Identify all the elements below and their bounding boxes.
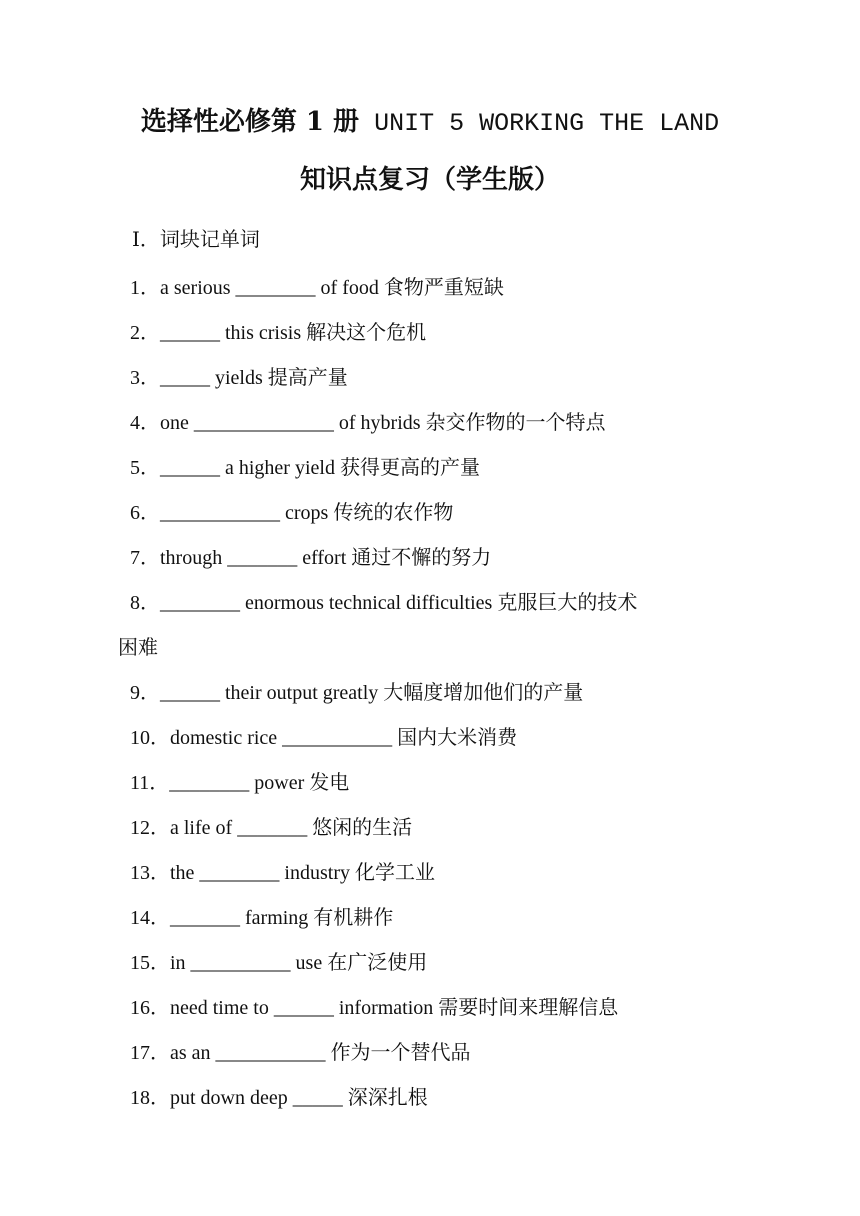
list-item — [130, 311, 740, 356]
list-item — [130, 1076, 740, 1121]
list-item — [130, 761, 740, 806]
item-number: 6． — [130, 502, 160, 524]
item-text: a life of _______ 悠闲的生活 — [170, 817, 413, 839]
item-number: 13． — [130, 862, 170, 884]
item-number: 18． — [130, 1087, 170, 1109]
item-number: 5． — [130, 457, 160, 479]
item-text: _____ yields 提高产量 — [160, 367, 348, 389]
document-title — [0, 100, 860, 146]
list-item — [130, 896, 740, 941]
item-text: ______ this crisis 解决这个危机 — [160, 322, 427, 344]
item-number: 4． — [130, 412, 160, 434]
item-text: ____________ crops 传统的农作物 — [160, 502, 454, 524]
list-item — [130, 716, 740, 761]
list-item — [130, 446, 740, 491]
item-number: 10． — [130, 727, 170, 749]
item-number: 2． — [130, 322, 160, 344]
item-text: need time to ______ information 需要时间来理解信息 — [170, 997, 619, 1019]
vocabulary-list — [118, 266, 740, 1121]
item-text: ______ their output greatly 大幅度增加他们的产量 — [160, 682, 584, 704]
item-text: domestic rice ___________ 国内大米消费 — [170, 727, 518, 749]
section-heading: Ⅰ．词块记单词 — [132, 227, 260, 251]
list-item — [130, 401, 740, 446]
item-text: one ______________ of hybrids 杂交作物的一个特点 — [160, 412, 606, 434]
list-item — [130, 851, 740, 896]
item-text: ________ power 发电 — [169, 772, 350, 794]
item-number: 15． — [130, 952, 170, 974]
item-number: 9． — [130, 682, 160, 704]
item-number: 1． — [130, 277, 160, 299]
list-item — [118, 581, 740, 671]
item-number: 14． — [130, 907, 170, 929]
item-number: 11． — [130, 772, 170, 794]
list-item — [130, 266, 740, 311]
list-item — [130, 491, 740, 536]
item-text: a serious ________ of food 食物严重短缺 — [160, 277, 504, 299]
item-text: as an ___________ 作为一个替代品 — [170, 1042, 471, 1064]
list-item — [130, 356, 740, 401]
item-text: _______ farming 有机耕作 — [170, 907, 394, 929]
item-text: the ________ industry 化学工业 — [170, 862, 435, 884]
item-text: in __________ use 在广泛使用 — [170, 952, 428, 974]
item-number: 7． — [130, 547, 160, 569]
title-unit: UNIT 5 WORKING THE LAND — [359, 109, 720, 138]
item-number: 3． — [130, 367, 160, 389]
item-number: 8． — [130, 592, 160, 614]
item-text-continued: 困难 — [118, 637, 158, 659]
item-text: put down deep _____ 深深扎根 — [170, 1087, 428, 1109]
list-item — [130, 806, 740, 851]
item-number: 17． — [130, 1042, 170, 1064]
item-text: through _______ effort 通过不懈的努力 — [160, 547, 492, 569]
document-subtitle: 知识点复习（学生版） — [299, 165, 560, 195]
list-item — [130, 536, 740, 581]
list-item — [130, 671, 740, 716]
list-item — [130, 1031, 740, 1076]
item-text: ______ a higher yield 获得更高的产量 — [160, 457, 480, 479]
list-item — [130, 986, 740, 1031]
item-number: 16． — [130, 997, 170, 1019]
list-item — [130, 941, 740, 986]
item-number: 12． — [130, 817, 170, 839]
item-text: ________ enormous technical difficulties 克服巨大的技术 — [160, 592, 638, 614]
title-chinese: 选择性必修第 1 册 — [140, 107, 360, 137]
